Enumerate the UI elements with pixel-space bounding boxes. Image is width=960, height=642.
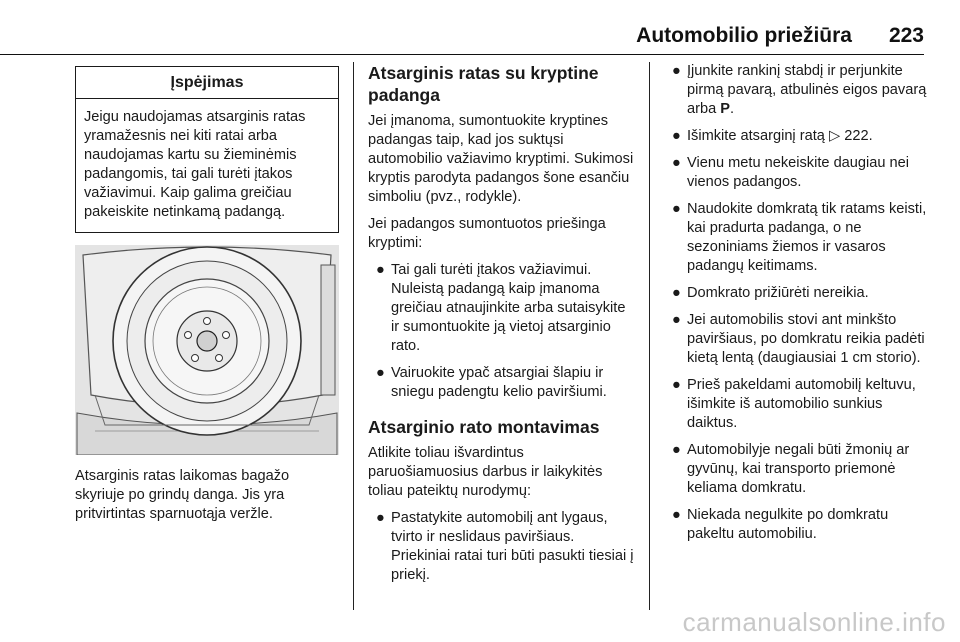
list-item xyxy=(664,62,930,119)
bullet-icon: ● xyxy=(376,365,385,381)
list-item-text: Prieš pakeldami automobilį keltuvu, išimkite iš automobilio sunkius daiktus. xyxy=(687,377,916,431)
list-item xyxy=(664,154,930,192)
page-reference-link[interactable]: 222. xyxy=(844,128,873,144)
bullet-list xyxy=(368,261,635,402)
bullet-icon: ● xyxy=(672,155,681,171)
bullet-icon: ● xyxy=(672,285,681,301)
list-item-text: Niekada negulkite po domkratu pakeltu automobiliu. xyxy=(687,507,889,542)
warning-box xyxy=(75,66,339,233)
heading-fitting-spare: Atsarginio rato montavimas xyxy=(368,417,600,437)
header-rule xyxy=(0,54,924,55)
list-item xyxy=(664,284,930,303)
bullet-icon: ● xyxy=(376,262,385,278)
list-item-text: Pastatykite automobilį ant lygaus, tvirto ir neslidaus paviršiaus. Priekiniai ratai turi būti pasukti tiesiai į priekį. xyxy=(391,510,634,583)
column-divider xyxy=(649,62,650,610)
gear-p-label: P xyxy=(720,101,731,117)
list-item xyxy=(368,364,635,402)
page-number: 223 xyxy=(888,24,924,47)
list-item xyxy=(664,311,930,368)
column-right xyxy=(664,62,930,552)
list-item-text: Tai gali turėti įtakos važiavimui. Nuleistą padangą kaip įmanoma greičiau atnaujinkite arba sutaisykite ir sumontuokite ją vietoj atsarginio rato. xyxy=(391,262,626,354)
list-item-text: Domkrato prižiūrėti nereikia. xyxy=(687,285,869,301)
list-item xyxy=(664,441,930,498)
list-item-text: Naudokite domkratą tik ratams keisti, kai pradurta padanga, o ne sezoniniams žiemos ir vasaros padangų keitimams. xyxy=(687,201,927,274)
heading-directional-tyre: Atsarginis ratas su kryptine padanga xyxy=(368,63,599,105)
bullet-list xyxy=(368,509,635,585)
list-item xyxy=(664,200,930,276)
list-item-end: . xyxy=(730,101,735,117)
bullet-icon: ● xyxy=(672,377,681,393)
list-item xyxy=(664,127,930,146)
figure-caption: Atsarginis ratas laikomas bagažo skyriuje po grindų danga. Jis yra pritvirtintas sparnuotąja veržle. xyxy=(75,468,290,522)
list-item xyxy=(368,509,635,585)
bullet-list xyxy=(664,62,930,544)
bullet-icon: ● xyxy=(672,312,681,328)
page-header xyxy=(0,22,960,54)
watermark: carmanualsonline.info xyxy=(682,607,946,637)
paragraph: Atlikite toliau išvardintus paruošiamuosius darbus ir laikykitės toliau pateiktų nurodymų: xyxy=(368,445,603,499)
spare-wheel-drawing xyxy=(75,245,339,455)
paragraph: Jei padangos sumontuotos priešinga kryptimi: xyxy=(368,216,606,251)
bullet-icon: ● xyxy=(672,201,681,217)
column-middle xyxy=(368,62,635,593)
paragraph: Jei įmanoma, sumontuokite kryptines padangas taip, kad jos suktųsi automobilio važiavimo kryptimi. Sukimosi kryptis parodyta padangos šone esančiu simboliu (pvz., rodykle). xyxy=(368,113,634,205)
column-left xyxy=(75,62,339,524)
list-item-text: Automobilyje negali būti žmonių ar gyvūnų, kai transporto priemonė keliama domkratu. xyxy=(687,442,910,496)
list-item-text: Vairuokite ypač atsargiai šlapiu ir sniegu padengtu kelio paviršiumi. xyxy=(391,365,607,400)
bullet-icon: ● xyxy=(672,128,681,144)
triangle-right-icon: ▷ xyxy=(828,128,841,144)
bullet-icon: ● xyxy=(672,63,681,79)
warning-title: Įspėjimas xyxy=(76,67,338,99)
bullet-icon: ● xyxy=(376,510,385,526)
list-item-text: Išimkite atsarginį ratą xyxy=(687,128,825,144)
list-item-text: Įjunkite rankinį stabdį ir perjunkite pirmą pavarą, atbulinės eigos pavarą arba xyxy=(687,63,927,117)
bullet-icon: ● xyxy=(672,507,681,523)
list-item-text: Jei automobilis stovi ant minkšto paviršiaus, po domkratu reikia padėti kietą lentą (daugiausiai 1 cm storio). xyxy=(687,312,925,366)
section-title: Automobilio priežiūra xyxy=(636,24,852,47)
warning-text: Jeigu naudojamas atsarginis ratas yramažesnis nei kiti ratai arba naudojamas kartu su žieminėmis padangomis, tai gali turėti įtakos važiavimui. Kaip galima greičiau pakeiskite netinkamą padangą. xyxy=(84,109,306,220)
list-item xyxy=(664,376,930,433)
bullet-icon: ● xyxy=(672,442,681,458)
column-divider xyxy=(353,62,354,610)
list-item xyxy=(664,506,930,544)
spare-wheel-illustration xyxy=(75,245,339,455)
list-item xyxy=(368,261,635,356)
list-item-text: Vienu metu nekeiskite daugiau nei vienos padangos. xyxy=(687,155,910,190)
